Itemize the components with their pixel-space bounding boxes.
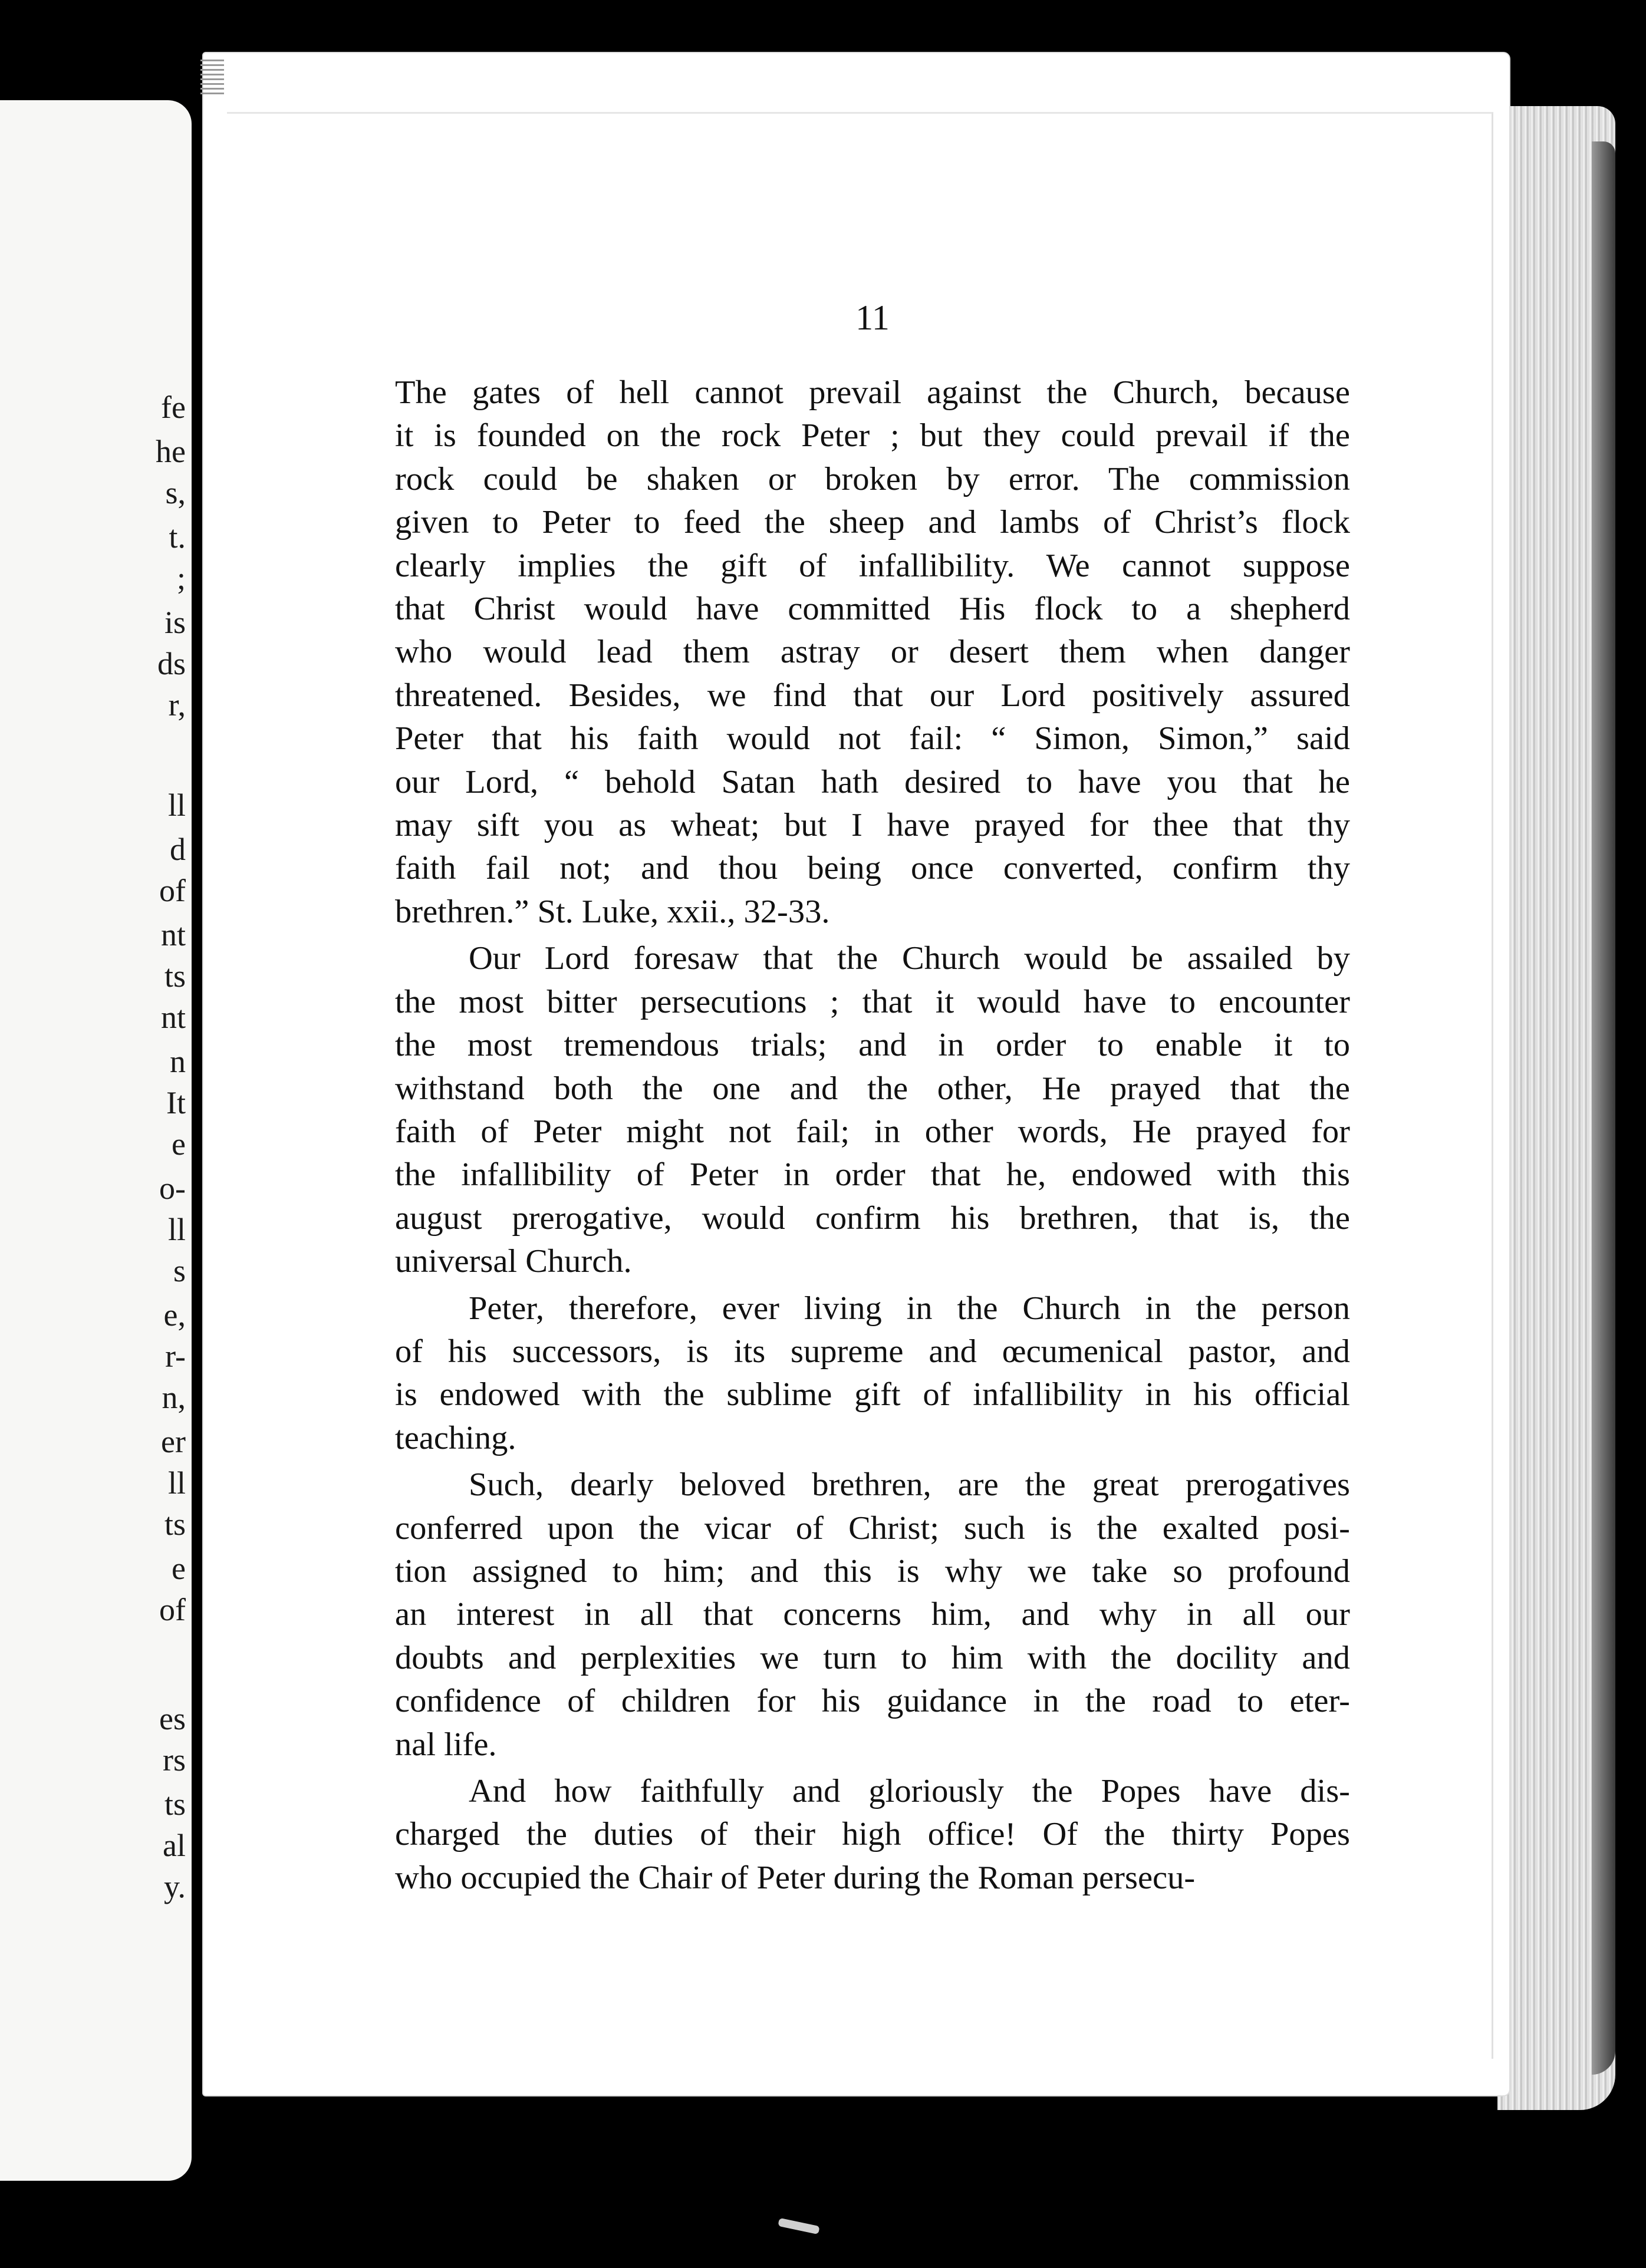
scan-artifact bbox=[778, 2218, 819, 2234]
left-page-fragment: y. bbox=[164, 1869, 186, 1904]
left-page-fragment: er bbox=[161, 1424, 186, 1459]
text-line: the most bitter persecutions ; that it would have to encounter bbox=[395, 983, 1350, 1020]
text-line: given to Peter to feed the sheep and lambs of Christ’s flock bbox=[395, 504, 1350, 541]
text-line: the most tremendous trials; and in order to enable it to bbox=[395, 1027, 1350, 1064]
left-page-fragment: es bbox=[159, 1701, 186, 1736]
text-line: august prerogative, would confirm his brethren, that is, the bbox=[395, 1199, 1350, 1237]
left-page-fragment: ts bbox=[164, 1786, 186, 1822]
text-line: withstand both the one and the other, He prayed that the bbox=[395, 1070, 1350, 1107]
left-page-fragment: nt bbox=[160, 1000, 186, 1035]
left-page-fragment: is bbox=[164, 605, 186, 640]
text-line: an interest in all that concerns him, and why in all our bbox=[395, 1596, 1350, 1633]
text-line: the infallibility of Peter in order that he, endowed with this bbox=[395, 1156, 1350, 1194]
text-line: may sift you as wheat; but I have prayed for thee that thy bbox=[395, 807, 1350, 844]
page-number: 11 bbox=[855, 298, 890, 337]
text-line: Peter, therefore, ever living in the Church in the person bbox=[469, 1290, 1350, 1327]
left-page-fragment: e, bbox=[163, 1297, 186, 1333]
text-line: clearly implies the gift of infallibility. We cannot suppose bbox=[395, 547, 1350, 584]
left-page-fragment: o- bbox=[159, 1171, 186, 1206]
text-line: Such, dearly beloved brethren, are the great prerogatives bbox=[469, 1466, 1350, 1504]
text-line: that Christ would have committed His flock to a shepherd bbox=[395, 591, 1350, 628]
body-text bbox=[395, 371, 1350, 1900]
page-stack-shadow bbox=[1592, 141, 1615, 2075]
scan-corner-mark bbox=[200, 59, 224, 94]
left-page-fragment: ll bbox=[167, 787, 186, 823]
left-page-fragment: r- bbox=[165, 1339, 186, 1374]
text-line: nal life. bbox=[395, 1726, 497, 1763]
text-line: universal Church. bbox=[395, 1243, 632, 1280]
left-page-fragment: ds bbox=[157, 646, 186, 681]
left-page-fragment: nt bbox=[160, 917, 186, 952]
text-line: faith fail not; and thou being once converted, confirm thy bbox=[395, 850, 1350, 887]
left-page-fragment: d bbox=[170, 832, 186, 867]
text-line: our Lord, “ behold Satan hath desired to have you that he bbox=[395, 763, 1350, 800]
paragraph bbox=[395, 1287, 1350, 1461]
text-line: it is founded on the rock Peter ; but they could prevail if the bbox=[395, 417, 1350, 454]
text-line: who occupied the Chair of Peter during the Roman persecu- bbox=[395, 1859, 1196, 1896]
text-line: charged the duties of their high office! Of the thirty Popes bbox=[395, 1816, 1350, 1853]
left-page-fragment: of bbox=[159, 1592, 186, 1627]
left-page-fragment: It bbox=[166, 1085, 186, 1120]
text-line: brethren.” St. Luke, xxii., 32-33. bbox=[395, 893, 830, 930]
text-line: Peter that his faith would not fail: “ Simon, Simon,” said bbox=[395, 720, 1350, 757]
text-line: faith of Peter might not fail; in other words, He prayed for bbox=[395, 1113, 1350, 1150]
left-page-fragment: ; bbox=[176, 561, 186, 596]
left-page-fragment: r, bbox=[168, 687, 186, 723]
text-line: doubts and perplexities we turn to him with the docility and bbox=[395, 1639, 1350, 1676]
left-page-fragment: n, bbox=[162, 1380, 186, 1415]
left-page-fragment: e bbox=[172, 1551, 186, 1586]
left-page-fragment: he bbox=[156, 434, 186, 469]
text-line: The gates of hell cannot prevail against the Church, because bbox=[395, 374, 1350, 411]
paragraph bbox=[395, 1770, 1350, 1900]
left-page-fragment: t. bbox=[169, 519, 186, 555]
left-page-fragment: ts bbox=[164, 1506, 186, 1542]
paragraph bbox=[395, 371, 1350, 934]
text-line: Our Lord foresaw that the Church would be assailed by bbox=[469, 940, 1350, 977]
text-line: is endowed with the sublime gift of infallibility in his official bbox=[395, 1376, 1350, 1413]
left-page-fragment: al bbox=[163, 1828, 186, 1863]
text-line: threatened. Besides, we find that our Lord positively assured bbox=[395, 677, 1350, 714]
paragraph bbox=[395, 1463, 1350, 1766]
left-page-fragment: ll bbox=[167, 1465, 186, 1501]
text-line: rock could be shaken or broken by error. The commission bbox=[395, 460, 1350, 497]
text-line: And how faithfully and gloriously the Popes have dis- bbox=[469, 1773, 1350, 1809]
paragraph bbox=[395, 937, 1350, 1283]
text-line: teaching. bbox=[395, 1419, 516, 1456]
text-line: who would lead them astray or desert them when danger bbox=[395, 634, 1350, 671]
text-line: of his successors, is its supreme and œcumenical pastor, and bbox=[395, 1333, 1350, 1370]
left-page-fragment: s, bbox=[165, 475, 186, 510]
left-page-edge bbox=[0, 100, 192, 2181]
left-page-fragment: ll bbox=[167, 1212, 186, 1247]
left-page-fragment: n bbox=[170, 1044, 186, 1079]
left-page-fragment: s bbox=[173, 1253, 186, 1288]
left-page-fragment: e bbox=[172, 1126, 186, 1162]
text-line: confidence of children for his guidance in the road to eter- bbox=[395, 1683, 1350, 1720]
left-page-fragment: fe bbox=[161, 390, 186, 425]
left-page-fragment: rs bbox=[163, 1742, 186, 1778]
left-page-fragment: of bbox=[159, 873, 186, 908]
left-page-fragment: ts bbox=[164, 958, 186, 994]
text-line: tion assigned to him; and this is why we take so profound bbox=[395, 1552, 1350, 1590]
text-line: conferred upon the vicar of Christ; such is the exalted posi- bbox=[395, 1509, 1350, 1547]
